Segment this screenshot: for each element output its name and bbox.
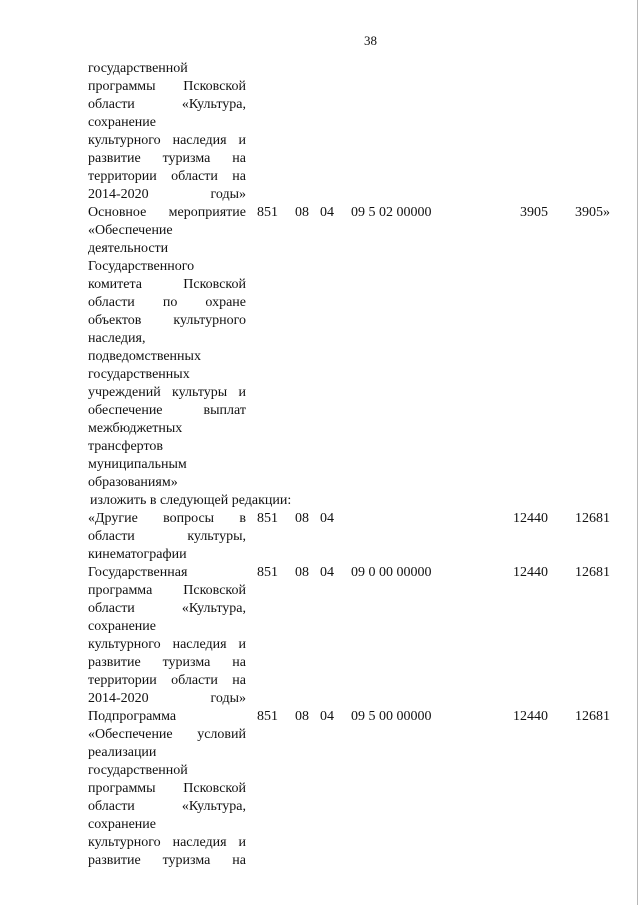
description-line: культурного наследия и	[88, 637, 246, 652]
description-line: культурного наследия и	[88, 835, 246, 850]
description-line: области культуры,	[88, 529, 246, 544]
description-line: области по охране	[88, 295, 246, 310]
description-line: трансфертов	[88, 439, 164, 454]
description-line: Основное мероприятие	[88, 205, 246, 220]
description-line: «Другие вопросы в	[88, 511, 246, 526]
description-line: 2014-2020 годы»	[88, 187, 246, 202]
description-line: территории области на	[88, 169, 246, 184]
row-description	[88, 204, 246, 492]
description-line: программы Псковской	[88, 781, 246, 796]
description-line: «Обеспечение	[88, 223, 173, 238]
description-line: «Обеспечение условий	[88, 727, 246, 742]
description-line: сохранение	[88, 817, 156, 832]
ministry-code: 851	[257, 511, 278, 526]
description-line: государственной	[88, 61, 188, 76]
amount-year-1: 12440	[513, 511, 548, 526]
amount-year-1: 3905	[520, 205, 548, 220]
section-code: 08	[295, 709, 309, 724]
row-description	[88, 564, 246, 708]
row-description	[88, 510, 246, 564]
description-line: обеспечение выплат	[88, 403, 246, 418]
description-line: сохранение	[88, 619, 156, 634]
section-code: 08	[295, 565, 309, 580]
amount-year-1: 12440	[513, 709, 548, 724]
subsection-code: 04	[320, 205, 334, 220]
description-line: Государственная	[88, 565, 188, 580]
row-description	[88, 60, 246, 204]
section-code: 08	[295, 511, 309, 526]
description-line: территории области на	[88, 673, 246, 688]
target-article-code: 09 5 00 00000	[351, 709, 432, 724]
subsection-code: 04	[320, 709, 334, 724]
target-article-code: 09 5 02 00000	[351, 205, 432, 220]
page-number: 38	[364, 33, 377, 48]
description-line: области «Культура,	[88, 799, 246, 814]
table-row	[0, 60, 640, 204]
description-line: подведомственных	[88, 349, 201, 364]
instruction-text: изложить в следующей редакции:	[90, 493, 292, 508]
amount-year-1: 12440	[513, 565, 548, 580]
description-line: кинематографии	[88, 547, 187, 562]
table-row	[0, 204, 640, 492]
description-line: комитета Псковской	[88, 277, 246, 292]
description-line: межбюджетных	[88, 421, 183, 436]
description-line: развитие туризма на	[88, 151, 246, 166]
row-description	[88, 708, 246, 870]
subsection-code: 04	[320, 511, 334, 526]
description-line: области «Культура,	[88, 97, 246, 112]
description-line: развитие туризма на	[88, 853, 246, 868]
ministry-code: 851	[257, 205, 278, 220]
ministry-code: 851	[257, 565, 278, 580]
amount-year-2: 12681	[575, 565, 610, 580]
table-row	[0, 708, 640, 870]
amount-year-2: 3905»	[575, 205, 610, 220]
description-line: развитие туризма на	[88, 655, 246, 670]
description-line: Государственного	[88, 259, 195, 274]
description-line: культурного наследия и	[88, 133, 246, 148]
rows-before	[0, 60, 640, 492]
description-line: образованиям»	[88, 475, 178, 490]
target-article-code: 09 0 00 00000	[351, 565, 432, 580]
amount-year-2: 12681	[575, 709, 610, 724]
description-line: объектов культурного	[88, 313, 246, 328]
description-line: программы Псковской	[88, 79, 246, 94]
description-line: учреждений культуры и	[88, 385, 246, 400]
description-line: области «Культура,	[88, 601, 246, 616]
description-line: наследия,	[88, 331, 146, 346]
ministry-code: 851	[257, 709, 278, 724]
amount-year-2: 12681	[575, 511, 610, 526]
table-row	[0, 510, 640, 564]
description-line: муниципальным	[88, 457, 187, 472]
section-code: 08	[295, 205, 309, 220]
description-line: деятельности	[88, 241, 169, 256]
description-line: реализации	[88, 745, 157, 760]
budget-table	[0, 60, 640, 870]
subsection-code: 04	[320, 565, 334, 580]
description-line: государственных	[88, 367, 190, 382]
description-line: программа Псковской	[88, 583, 246, 598]
description-line: сохранение	[88, 115, 156, 130]
description-line: государственной	[88, 763, 188, 778]
table-row	[0, 564, 640, 708]
description-line: Подпрограмма	[88, 709, 177, 724]
rows-after	[0, 510, 640, 870]
description-line: 2014-2020 годы»	[88, 691, 246, 706]
